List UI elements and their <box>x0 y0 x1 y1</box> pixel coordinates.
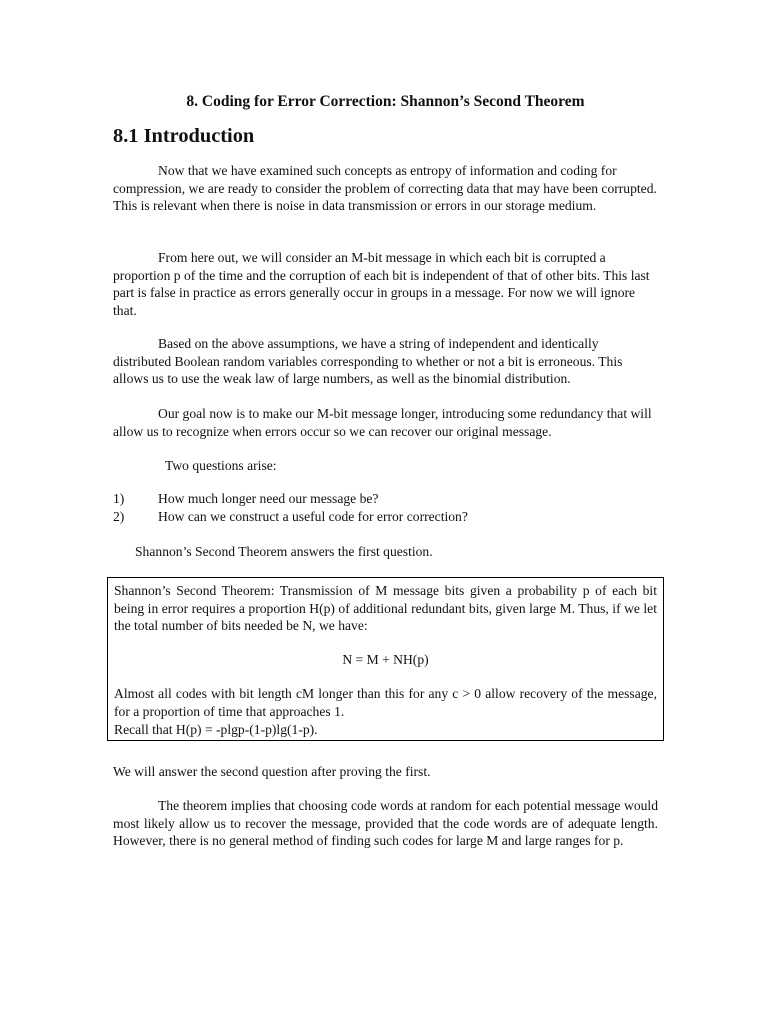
section-heading: 8.1 Introduction <box>113 125 255 147</box>
paragraph-intro: Now that we have examined such concepts as entropy of information and coding for compression, we are ready to consider the problem of correcting data that may have been corrupted. This is relevant when there is noise in data transmission or errors in our storage medium. <box>113 163 657 214</box>
list-item-text: How much longer need our message be? <box>158 491 379 506</box>
paragraph-theorem-implication: The theorem implies that choosing code words at random for each potential message would most likely allow us to recover the message, provided that the code words are of adequate length. However, there is no general method of finding such codes for large M and large ranges for p. <box>113 798 658 849</box>
list-item-number: 1) <box>113 491 125 506</box>
theorem-recall: Recall that H(p) = -plgp-(1-p)lg(1-p). <box>114 721 318 737</box>
questions-intro: Two questions arise: <box>165 458 277 473</box>
theorem-statement: Shannon’s Second Theorem: Transmission of M message bits given a probability p of each bit being in error requires a proportion H(p) of additional redundant bits, given large M. Thus, if we let the total number of bits needed be N, we have: <box>114 583 657 634</box>
second-question-note: We will answer the second question after proving the first. <box>113 764 431 779</box>
theorem-box <box>107 577 664 741</box>
paragraph-goal: Our goal now is to make our M-bit message longer, introducing some redundancy that will allow us to recognize when errors occur so we can recover our original message. <box>113 406 652 439</box>
theorem-conclusion: Almost all codes with bit length cM longer than this for any c > 0 allow recovery of the message, for a proportion of time that approaches 1. <box>114 686 657 719</box>
list-item-number: 2) <box>113 508 125 524</box>
theorem-equation: N = M + NH(p) <box>342 651 429 667</box>
list-item <box>113 508 468 526</box>
list-item <box>113 490 468 508</box>
list-item-text: How can we construct a useful code for error correction? <box>158 508 468 524</box>
page-title: 8. Coding for Error Correction: Shannon’s Second Theorem <box>186 93 585 110</box>
question-list <box>113 490 468 525</box>
paragraph-assumptions: From here out, we will consider an M-bit message in which each bit is corrupted a proportion p of the time and the corruption of each bit is independent of that of other bits. This last part is false in practice as errors generally occur in groups in a message. For now we will ignore that. <box>113 250 650 318</box>
shannon-answers-note: Shannon’s Second Theorem answers the first question. <box>135 544 433 559</box>
paragraph-random-variables: Based on the above assumptions, we have a string of independent and identically distributed Boolean random variables corresponding to whether or not a bit is erroneous. This allows us to use the weak law of large numbers, as well as the binomial distribution. <box>113 336 623 387</box>
